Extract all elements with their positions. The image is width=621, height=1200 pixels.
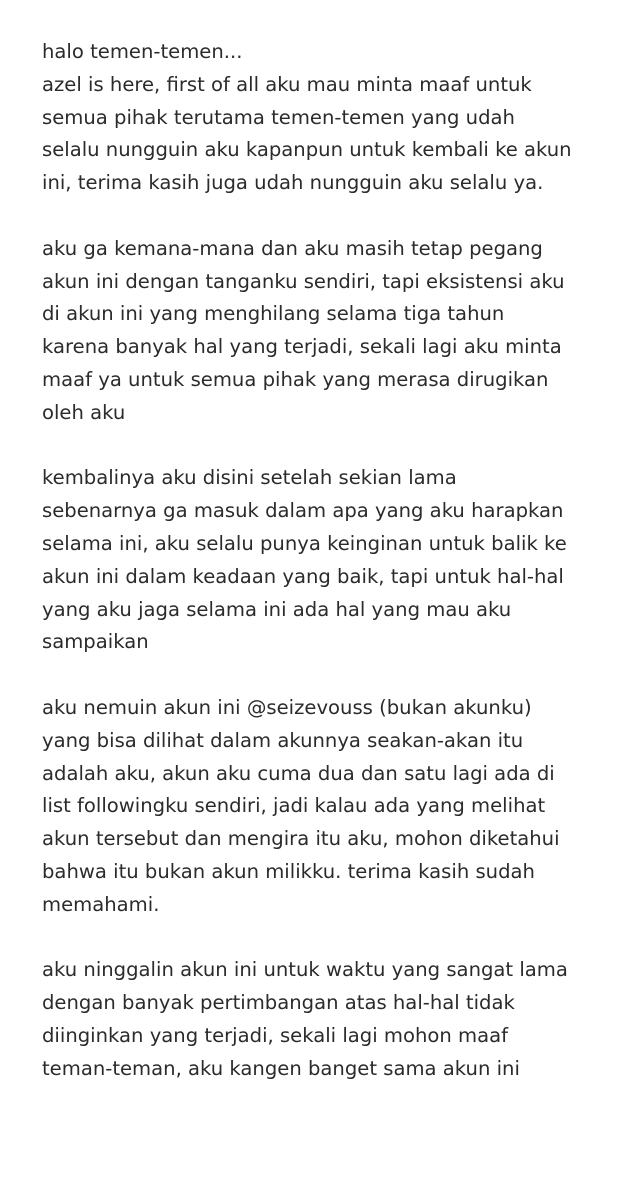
paragraph-gap	[42, 200, 602, 233]
note-line: aku ninggalin akun ini untuk waktu yang sangat lama	[42, 958, 568, 982]
note-line: oleh aku	[42, 400, 126, 424]
note-line: sampaikan	[42, 630, 149, 654]
note-line: adalah aku, akun aku cuma dua dan satu lagi ada di	[42, 761, 555, 785]
note-line: kembalinya aku disini setelah sekian lama	[42, 466, 457, 490]
note-line: selama ini, aku selalu punya keinginan untuk balik ke	[42, 531, 567, 555]
note-line: sebenarnya ga masuk dalam apa yang aku harapkan	[42, 499, 564, 523]
note-line: teman-teman, aku kangen banget sama akun ini	[42, 1056, 520, 1080]
note-line: akun tersebut dan mengira itu aku, mohon diketahui	[42, 827, 560, 851]
note-line: akun ini dalam keadaan yang baik, tapi untuk hal-hal	[42, 564, 564, 588]
note-line: aku ga kemana-mana dan aku masih tetap pegang	[42, 236, 543, 260]
paragraph-gap	[42, 922, 602, 955]
note-line: halo temen-temen...	[42, 40, 243, 63]
note-text	[42, 36, 602, 1086]
note-line: yang aku jaga selama ini ada hal yang mau aku	[42, 597, 512, 621]
note-line: maaf ya untuk semua pihak yang merasa dirugikan	[42, 367, 549, 391]
note-line: diinginkan yang terjadi, sekali lagi mohon maaf	[42, 1023, 509, 1047]
note-line: yang bisa dilihat dalam akunnya seakan-akan itu	[42, 728, 524, 752]
note-line: memahami.	[42, 892, 160, 916]
note-line: azel is here, first of all aku mau minta maaf untuk	[42, 72, 532, 96]
note-line: di akun ini yang menghilang selama tiga tahun	[42, 302, 505, 326]
note-line: karena banyak hal yang terjadi, sekali lagi aku minta	[42, 335, 562, 359]
note-line: ini, terima kasih juga udah nungguin aku selalu ya.	[42, 171, 544, 195]
note-line: aku nemuin akun ini @seizevouss (bukan akunku)	[42, 695, 532, 719]
note-line: akun ini dengan tanganku sendiri, tapi eksistensi aku	[42, 269, 565, 293]
note-line: bahwa itu bukan akun milikku. terima kasih sudah	[42, 859, 535, 883]
note-line: semua pihak terutama temen-temen yang udah	[42, 105, 515, 129]
note-line: dengan banyak pertimbangan atas hal-hal tidak	[42, 991, 515, 1015]
note-line: list followingku sendiri, jadi kalau ada yang melihat	[42, 794, 546, 818]
paragraph-gap	[42, 659, 602, 692]
note-line: selalu nungguin aku kapanpun untuk kembali ke akun	[42, 138, 572, 162]
paragraph-gap	[42, 430, 602, 463]
